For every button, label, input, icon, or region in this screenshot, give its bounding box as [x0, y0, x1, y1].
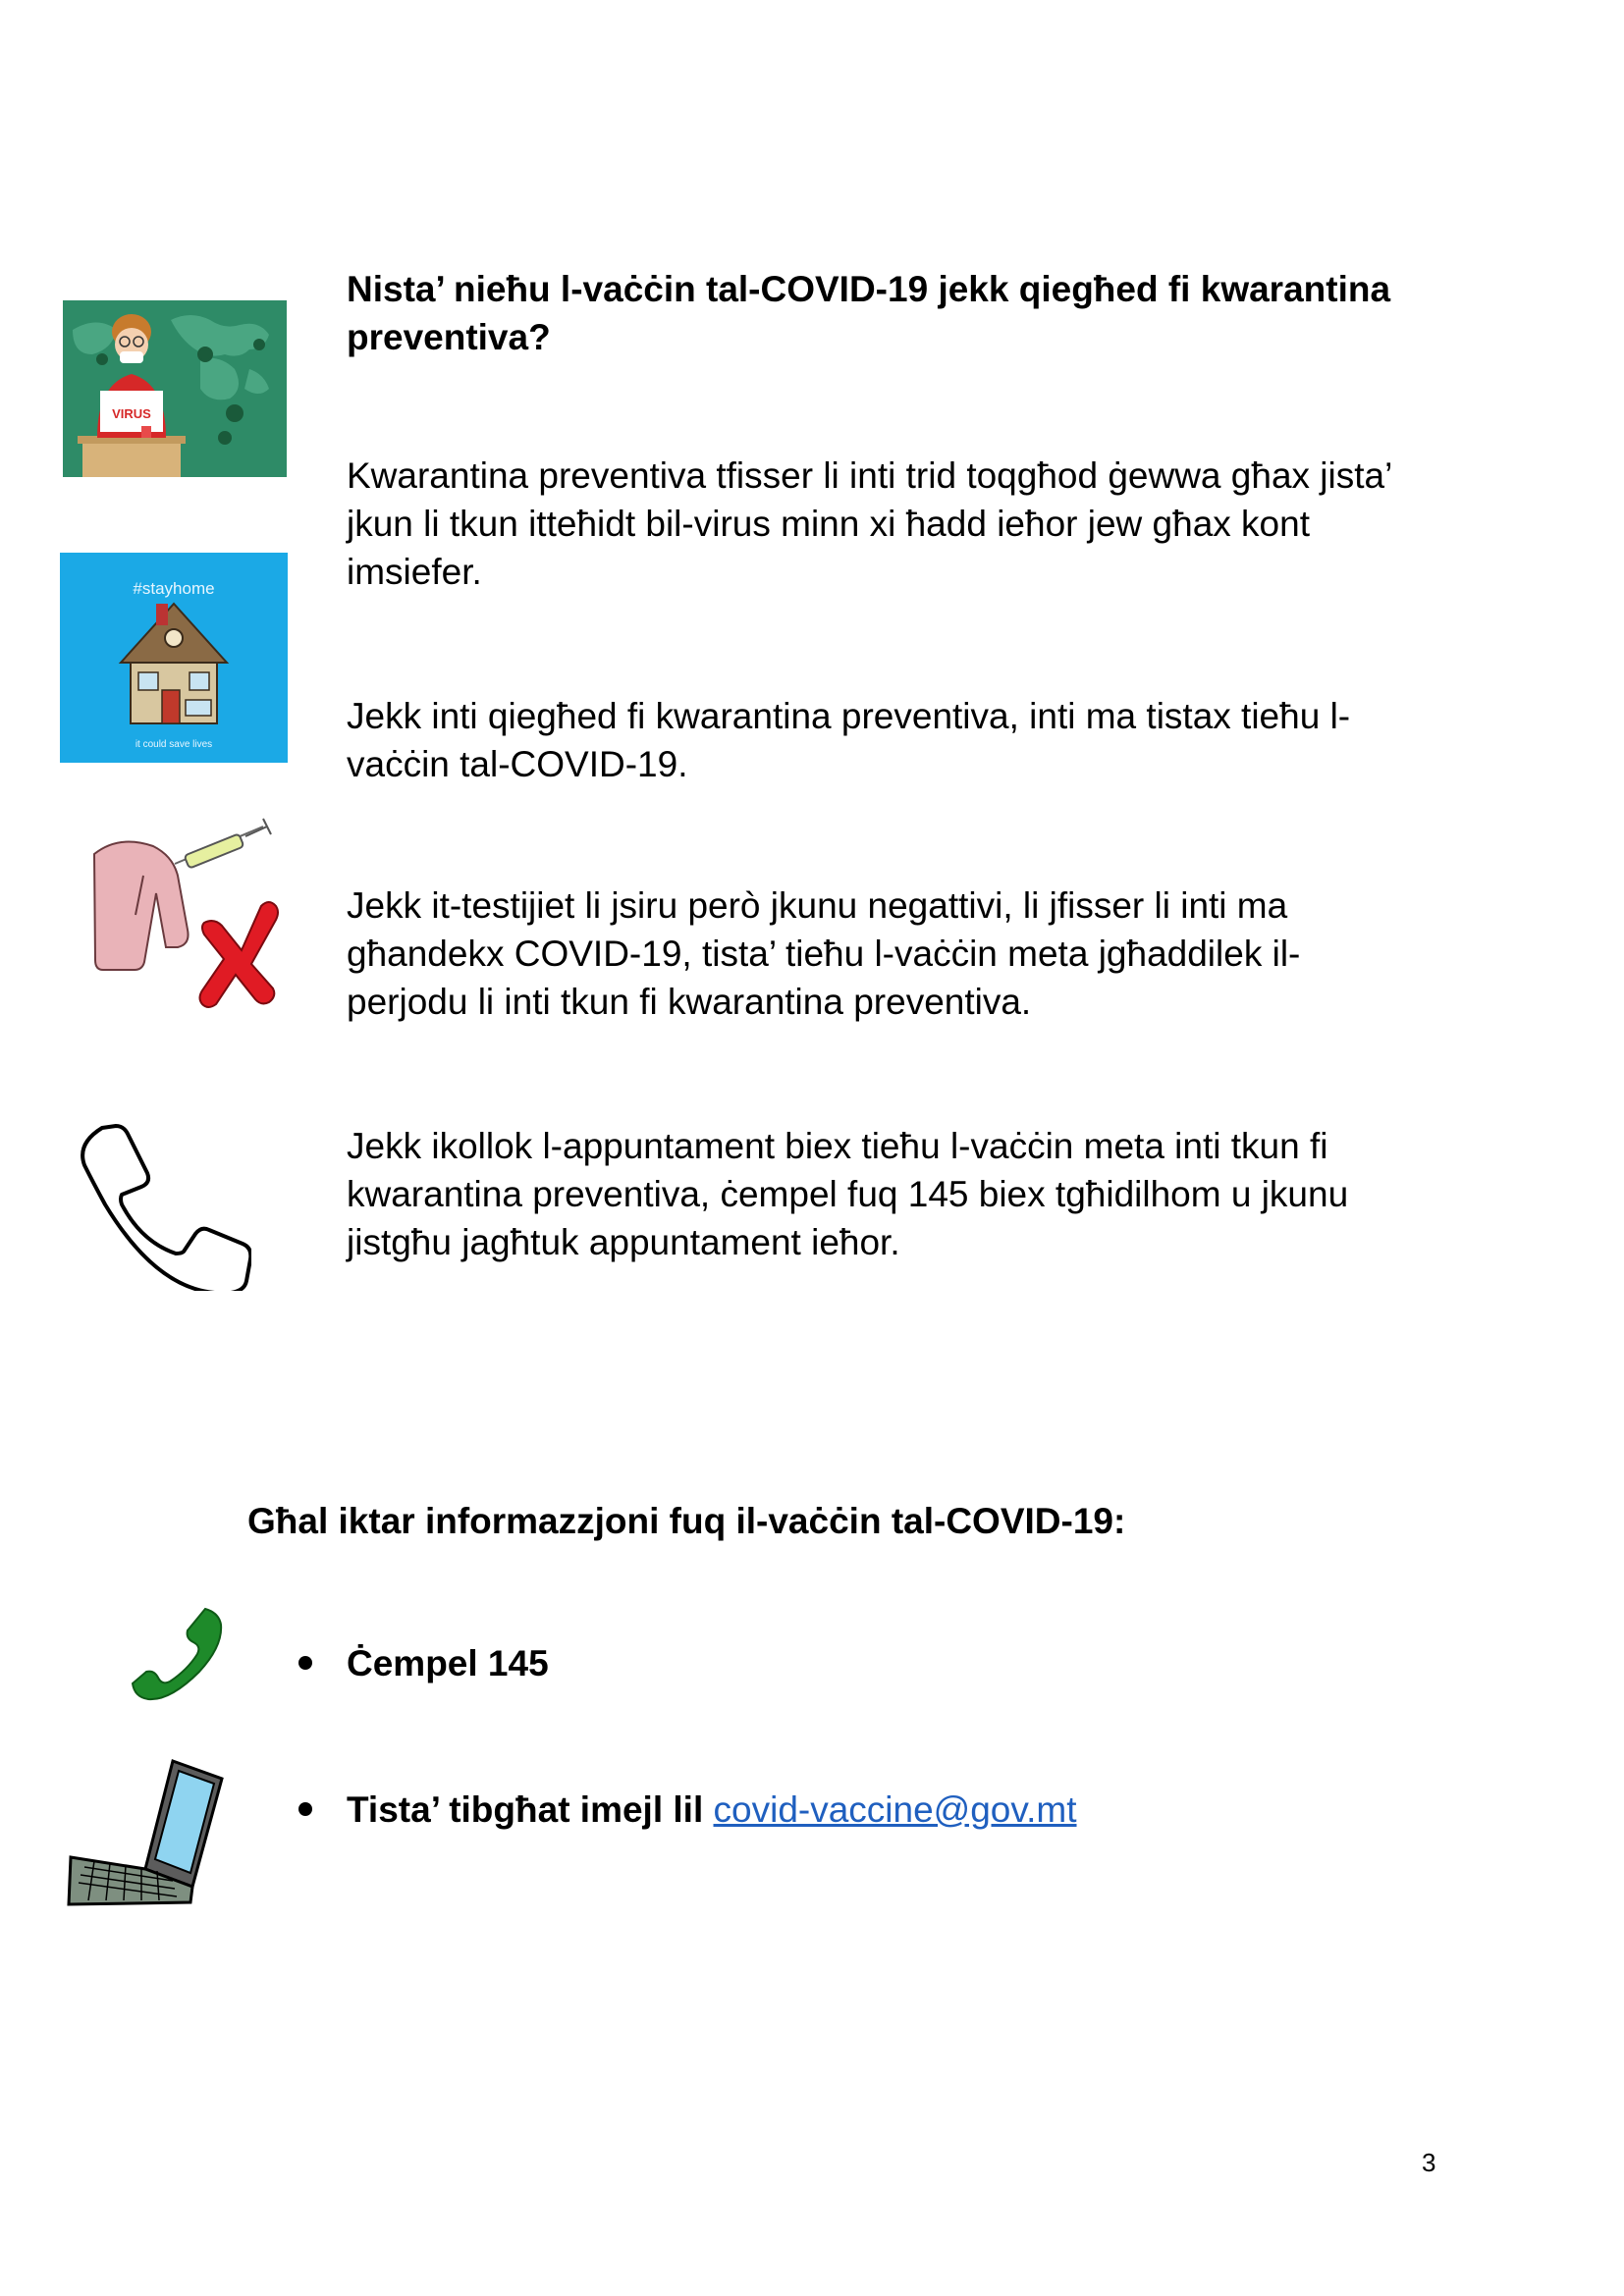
stayhome-tag: #stayhome	[133, 579, 215, 598]
phone-handset-icon	[73, 1124, 251, 1291]
email-line	[347, 1786, 1077, 1834]
bullet-dot	[298, 1656, 312, 1670]
house-icon	[60, 553, 288, 763]
paragraph-reschedule-appointment: Jekk ikollok l-appuntament biex tieħu l-vaċċin meta inti tkun fi kwarantina preventiva, ċempel fuq 145 biex tgħidilhom u jkunu jistgħu jagħtuk appuntament ieħor.	[347, 1126, 1349, 1262]
email-link[interactable]: covid-vaccine@gov.mt	[713, 1789, 1077, 1830]
call-text: Ċempel 145	[347, 1643, 549, 1683]
laptop-icon	[65, 1757, 228, 1910]
email-prefix: Tista’ tibgħat imejl lil	[347, 1789, 714, 1830]
phone-icon	[129, 1603, 227, 1701]
paragraph-quarantine-meaning: Kwarantina preventiva tfisser li inti trid toqgħod ġewwa għax jista’ jkun li tkun itteħidt bil-virus minn xi ħadd ieħor jew għax kont imsiefer.	[347, 455, 1391, 592]
page-number: 3	[1422, 2148, 1436, 2177]
section-heading: Nista’ nieħu l-vaċċin tal-COVID-19 jekk qiegħed fi kwarantina preventiva?	[347, 269, 1391, 357]
paragraph-cannot-take-vaccine: Jekk inti qiegħed fi kwarantina preventiva, inti ma tistax tieħu l-vaċċin tal-COVID-19.	[347, 696, 1351, 784]
stayhome-caption: it could save lives	[135, 739, 213, 750]
virus-label: VIRUS	[112, 406, 151, 421]
more-info-heading: Għal iktar informazzjoni fuq il-vaċċin tal-COVID-19:	[247, 1501, 1126, 1541]
presenter-virus-icon	[63, 300, 287, 477]
bullet-dot	[298, 1802, 312, 1816]
paragraph-negative-tests: Jekk it-testijiet li jsiru però jkunu negattivi, li jfisser li inti ma għandekx COVID-19, tista’ tieħu l-vaċċin meta jgħaddilek il-perjodu li inti tkun fi kwarantina preventiva.	[347, 885, 1301, 1022]
arm-syringe-icon	[86, 815, 293, 1011]
